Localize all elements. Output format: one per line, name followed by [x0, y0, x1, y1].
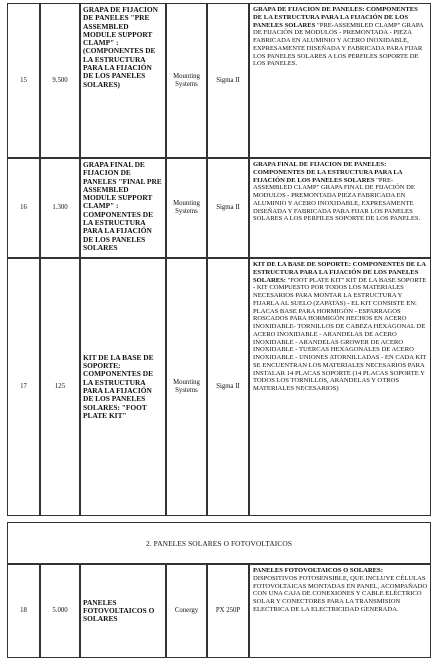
brand-text: Mounting Systems [173, 72, 200, 88]
item-number-text: 16 [20, 204, 27, 211]
quantity-text: 125 [54, 383, 66, 390]
brand [166, 258, 207, 516]
description-body: "FOOT PLATE KIT" KIT DE LA BASE SOPORTE - KIT COMPUESTO POR TODOS LOS MATERIALES NECESARIOS PARA MONTAR LA ESTRUCTURA Y FIJARLA AL SUELO (ZAPATAS) - EL KIT CONSISTE EN: PLACAS BASE PARA HORMIGÓN - ESPARRAGOS ROSCADOS PARA HORMIGÓN HECHOS EN ACERO INOXIDABLE- TORNILLOS DE CABEZA HEXAGONAL DE ACERO INOXIDABLE - ARANDELAS DE ACERO INOXIDABLE - ARANDELAS GROWER DE ACERO INOXIDABLE - TUERCAS HEXAGONALES DE ACERO INOXIDABLE - UNIONES ATORNILLADAS - EN CADA KIT SE ENCUENTRAN LOS MATERIALES NECESARIOS PARA INSTALAR 14 PLACAS SOPORTE (14 PLACAS SOPORTE Y TODOS LOS TORNILLOS, ARANDELAS Y OTROS MATERIALES NECESARIOS) [253, 276, 427, 392]
description [249, 258, 431, 516]
description-heading: GRAPA FINAL DE FIJACION DE PANELES: COMPONENTES DE LA ESTRUCTURA PARA LA FIJACIÓN DE LOS PANELES SOLARES [253, 161, 403, 184]
description-body: "PRE-ASSEMBLED CLAMP" GRAPA DE FIJACIÓN DE MODULOS - PREMONTADA - PIEZA FABRICADA EN ALUMINIO Y ACERO INOXIDABLE, EXPRESAMENTE DISEÑADA Y FABRICADA PARA FIJAR LOS PANELES SOLARES A LOS PERFILES SOPORTE DE LOS PANELES. [253, 21, 424, 68]
brand [166, 3, 207, 158]
table-row [7, 158, 431, 258]
product-name-text: PANELES FOTOVOLTAICOS O SOLARES [83, 597, 155, 624]
quantity [40, 564, 80, 658]
description [249, 158, 431, 258]
quantity [40, 258, 80, 516]
model-text: Sigma II [216, 383, 240, 390]
brand-text: Mounting Systems [173, 379, 200, 394]
section-title [7, 522, 431, 564]
product-name [80, 258, 166, 516]
description-body: "PRE-ASSEMBLED CLAMP" GRAPA FINAL DE FIJACIÓN DE MODULOS - PREMONTADA PIEZA FABRICADA EN ALUMINIO Y ACERO INOXIDABLE, EXPRESAMENTE DISEÑADA Y FABRICADA PARA FIJAR LOS PANELES SOLARES A LOS PERFILES SOPORTE DE LOS PANELES. [253, 176, 421, 223]
section-title-text: 2. PANELES SOLARES O FOTOVOLTAICOS [145, 538, 293, 548]
item-number-text: 17 [20, 383, 27, 390]
model-text: Sigma II [216, 76, 240, 84]
item-number-text: 18 [20, 607, 27, 614]
description [249, 564, 431, 658]
quantity [40, 158, 80, 258]
item-number-text: 15 [20, 76, 27, 84]
model [207, 158, 249, 258]
product-name-text: KIT DE LA BASE DE SOPORTE: COMPONENTES DE LA ESTRUCTURA PARA LA FIJACIÓN DE LOS PANELES SOLARES: "FOOT PLATE KIT" [83, 352, 154, 420]
table-row [7, 258, 431, 516]
model-text: Sigma II [216, 204, 240, 211]
description-heading: KIT DE LA BASE DE SOPORTE: COMPONENTES DE LA ESTRUCTURA PARA LA FIJACIÓN DE LOS PANELES SOLARES: [253, 261, 426, 284]
description-body: DISPOSITIVOS FOTOSENSIBLE, QUE INCLUYE CÉLULAS FOTOVOLTAICAS MONTADAS EN PANEL, ACOMPAÑADO CON UNA CAJA DE CONEXIONES Y CABLE ELÉCTRICO SOLAR Y CONECTORES PARA LA TRANSMISION ELECTRICA DE LA ELECTRICIDAD GENERADA. [253, 574, 428, 613]
product-name-text: GRAPA DE FIJACION DE PANELES "PRE ASSEMBLED MODULE SUPPORT CLAMP" : (COMPONENTES DE LA ESTRUCTURA PARA LA FIJACIÓN DE LOS PANELES SOLARES) [83, 5, 159, 89]
brand-text: Mounting Systems [173, 200, 200, 215]
table-row [7, 564, 431, 658]
model [207, 564, 249, 658]
description [249, 3, 431, 158]
description-heading: PANELES FOTOVOLTAICOS O SOLARES: [253, 567, 383, 574]
model [207, 3, 249, 158]
model [207, 258, 249, 516]
item-number [7, 258, 40, 516]
model-text: PX 250P [215, 607, 241, 614]
quantity-text: 1.300 [52, 204, 68, 211]
description-heading: GRAPA DE FIJACION DE PANELES: COMPONENTES DE LA ESTRUCTURA PARA LA FIJACIÓN DE LOS PANELES SOLARES [253, 6, 418, 29]
item-number [7, 158, 40, 258]
quantity-text: 5.000 [52, 607, 68, 614]
brand [166, 158, 207, 258]
product-name [80, 564, 166, 658]
item-number [7, 564, 40, 658]
quantity-text: 9.500 [52, 76, 68, 84]
item-number [7, 3, 40, 158]
product-name-text: GRAPA FINAL DE FIJACION DE PANELES "FINAL PRE ASSEMBLED MODULE SUPPORT CLAMP" : COMPONENTES DE LA ESTRUCTURA PARA LA FIJACIÓN DE LOS PANELES SOLARES [83, 160, 162, 252]
section-header-row [7, 522, 431, 564]
product-name [80, 158, 166, 258]
brand [166, 564, 207, 658]
quantity [40, 3, 80, 158]
brand-text: Conergy [174, 607, 199, 614]
table-row [7, 3, 431, 158]
product-name [80, 3, 166, 158]
